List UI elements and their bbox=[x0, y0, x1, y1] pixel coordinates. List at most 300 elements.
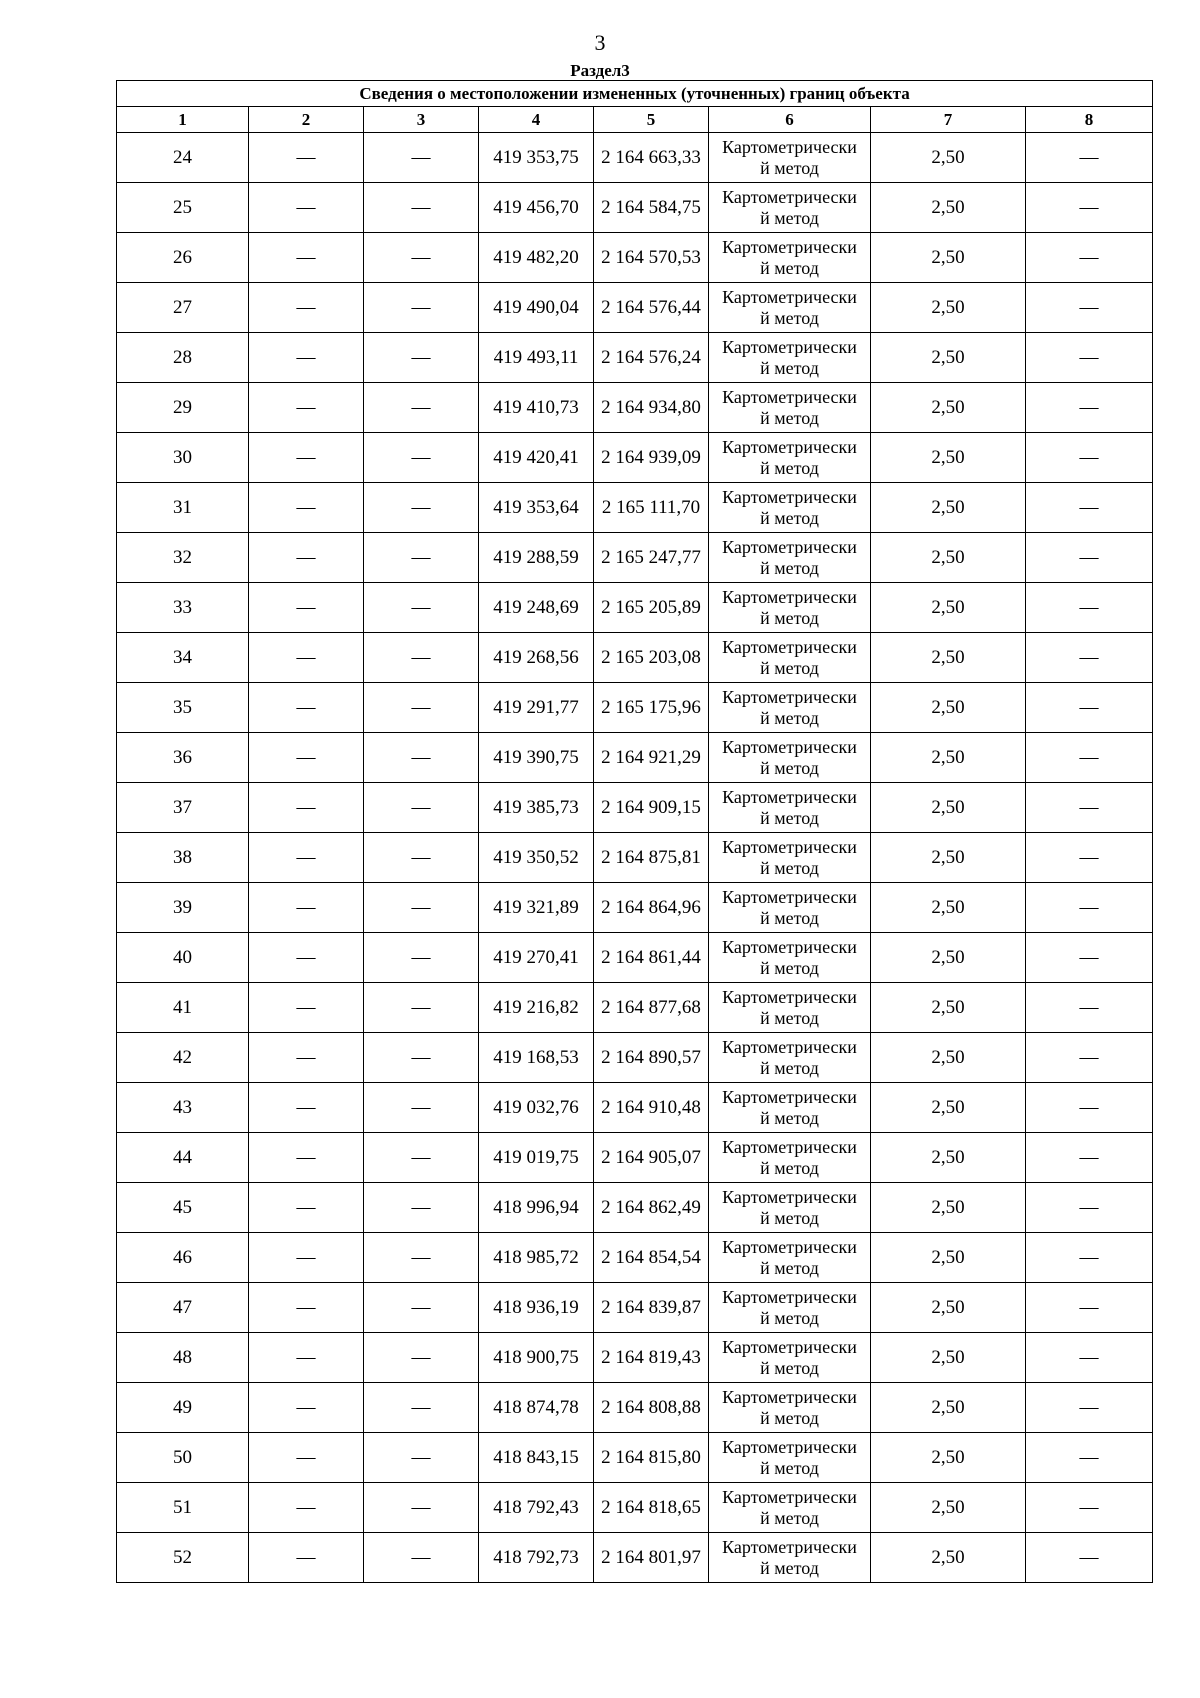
col2-cell: — bbox=[249, 633, 364, 683]
y-coordinate-cell: 2 164 584,75 bbox=[594, 183, 709, 233]
col8-cell: — bbox=[1026, 583, 1153, 633]
y-coordinate-cell: 2 164 801,97 bbox=[594, 1533, 709, 1583]
accuracy-cell: 2,50 bbox=[871, 733, 1026, 783]
col3-cell: — bbox=[364, 883, 479, 933]
point-number-cell: 44 bbox=[117, 1133, 249, 1183]
accuracy-cell: 2,50 bbox=[871, 533, 1026, 583]
table-caption-row bbox=[117, 81, 1153, 107]
point-number-cell: 41 bbox=[117, 983, 249, 1033]
col3-cell: — bbox=[364, 1233, 479, 1283]
col8-cell: — bbox=[1026, 1383, 1153, 1433]
point-number-cell: 46 bbox=[117, 1233, 249, 1283]
method-line-2: й метод bbox=[760, 1457, 819, 1478]
method-line-2: й метод bbox=[760, 1557, 819, 1578]
method-cell bbox=[709, 183, 871, 233]
x-coordinate-cell: 419 390,75 bbox=[479, 733, 594, 783]
y-coordinate-cell: 2 164 910,48 bbox=[594, 1083, 709, 1133]
col8-cell: — bbox=[1026, 983, 1153, 1033]
col8-cell: — bbox=[1026, 1083, 1153, 1133]
x-coordinate-cell: 419 410,73 bbox=[479, 383, 594, 433]
accuracy-cell: 2,50 bbox=[871, 833, 1026, 883]
y-coordinate-cell: 2 164 862,49 bbox=[594, 1183, 709, 1233]
col3-cell: — bbox=[364, 1183, 479, 1233]
point-number-cell: 26 bbox=[117, 233, 249, 283]
col2-cell: — bbox=[249, 833, 364, 883]
col3-cell: — bbox=[364, 1433, 479, 1483]
point-number-cell: 39 bbox=[117, 883, 249, 933]
accuracy-cell: 2,50 bbox=[871, 633, 1026, 683]
method-line-1: Картометрически bbox=[722, 586, 857, 607]
method-line-1: Картометрически bbox=[722, 1436, 857, 1457]
col8-cell: — bbox=[1026, 1283, 1153, 1333]
point-number-cell: 52 bbox=[117, 1533, 249, 1583]
accuracy-cell: 2,50 bbox=[871, 883, 1026, 933]
x-coordinate-cell: 419 288,59 bbox=[479, 533, 594, 583]
table-row bbox=[117, 833, 1153, 883]
col8-cell: — bbox=[1026, 1333, 1153, 1383]
x-coordinate-cell: 419 019,75 bbox=[479, 1133, 594, 1183]
x-coordinate-cell: 419 270,41 bbox=[479, 933, 594, 983]
y-coordinate-cell: 2 164 663,33 bbox=[594, 133, 709, 183]
method-line-2: й метод bbox=[760, 1057, 819, 1078]
y-coordinate-cell: 2 164 877,68 bbox=[594, 983, 709, 1033]
table-row bbox=[117, 1333, 1153, 1383]
x-coordinate-cell: 419 482,20 bbox=[479, 233, 594, 283]
method-cell bbox=[709, 733, 871, 783]
method-line-1: Картометрически bbox=[722, 736, 857, 757]
col2-cell: — bbox=[249, 483, 364, 533]
column-numbers-row bbox=[117, 107, 1153, 133]
y-coordinate-cell: 2 164 939,09 bbox=[594, 433, 709, 483]
col8-cell: — bbox=[1026, 133, 1153, 183]
table-body bbox=[117, 133, 1153, 1583]
x-coordinate-cell: 418 792,43 bbox=[479, 1483, 594, 1533]
point-number-cell: 51 bbox=[117, 1483, 249, 1533]
column-header: 3 bbox=[364, 107, 479, 133]
table-row bbox=[117, 483, 1153, 533]
y-coordinate-cell: 2 164 815,80 bbox=[594, 1433, 709, 1483]
accuracy-cell: 2,50 bbox=[871, 233, 1026, 283]
method-cell bbox=[709, 533, 871, 583]
method-cell bbox=[709, 383, 871, 433]
point-number-cell: 50 bbox=[117, 1433, 249, 1483]
point-number-cell: 31 bbox=[117, 483, 249, 533]
col8-cell: — bbox=[1026, 1183, 1153, 1233]
col2-cell: — bbox=[249, 1433, 364, 1483]
table-row bbox=[117, 1433, 1153, 1483]
col3-cell: — bbox=[364, 533, 479, 583]
method-line-1: Картометрически bbox=[722, 1136, 857, 1157]
col8-cell: — bbox=[1026, 1033, 1153, 1083]
table-row bbox=[117, 1533, 1153, 1583]
col2-cell: — bbox=[249, 183, 364, 233]
x-coordinate-cell: 418 996,94 bbox=[479, 1183, 594, 1233]
col3-cell: — bbox=[364, 433, 479, 483]
point-number-cell: 43 bbox=[117, 1083, 249, 1133]
col2-cell: — bbox=[249, 1083, 364, 1133]
accuracy-cell: 2,50 bbox=[871, 1433, 1026, 1483]
method-cell bbox=[709, 483, 871, 533]
method-line-1: Картометрически bbox=[722, 886, 857, 907]
point-number-cell: 42 bbox=[117, 1033, 249, 1083]
method-line-1: Картометрически bbox=[722, 1036, 857, 1057]
method-line-2: й метод bbox=[760, 757, 819, 778]
y-coordinate-cell: 2 164 854,54 bbox=[594, 1233, 709, 1283]
accuracy-cell: 2,50 bbox=[871, 133, 1026, 183]
col2-cell: — bbox=[249, 1383, 364, 1433]
col8-cell: — bbox=[1026, 183, 1153, 233]
point-number-cell: 27 bbox=[117, 283, 249, 333]
x-coordinate-cell: 418 843,15 bbox=[479, 1433, 594, 1483]
method-line-2: й метод bbox=[760, 1107, 819, 1128]
col2-cell: — bbox=[249, 1283, 364, 1333]
col3-cell: — bbox=[364, 633, 479, 683]
accuracy-cell: 2,50 bbox=[871, 1333, 1026, 1383]
y-coordinate-cell: 2 164 570,53 bbox=[594, 233, 709, 283]
col2-cell: — bbox=[249, 333, 364, 383]
method-cell bbox=[709, 633, 871, 683]
method-cell bbox=[709, 583, 871, 633]
accuracy-cell: 2,50 bbox=[871, 1233, 1026, 1283]
method-line-1: Картометрически bbox=[722, 486, 857, 507]
x-coordinate-cell: 419 291,77 bbox=[479, 683, 594, 733]
table-row bbox=[117, 533, 1153, 583]
y-coordinate-cell: 2 164 576,44 bbox=[594, 283, 709, 333]
method-line-1: Картометрически bbox=[722, 1286, 857, 1307]
col2-cell: — bbox=[249, 1333, 364, 1383]
table-row bbox=[117, 383, 1153, 433]
col3-cell: — bbox=[364, 783, 479, 833]
method-cell bbox=[709, 883, 871, 933]
method-line-2: й метод bbox=[760, 607, 819, 628]
y-coordinate-cell: 2 165 203,08 bbox=[594, 633, 709, 683]
col2-cell: — bbox=[249, 1233, 364, 1283]
x-coordinate-cell: 419 353,75 bbox=[479, 133, 594, 183]
x-coordinate-cell: 419 385,73 bbox=[479, 783, 594, 833]
table-row bbox=[117, 933, 1153, 983]
method-line-2: й метод bbox=[760, 1307, 819, 1328]
y-coordinate-cell: 2 165 205,89 bbox=[594, 583, 709, 633]
point-number-cell: 47 bbox=[117, 1283, 249, 1333]
accuracy-cell: 2,50 bbox=[871, 1283, 1026, 1333]
col3-cell: — bbox=[364, 1383, 479, 1433]
accuracy-cell: 2,50 bbox=[871, 783, 1026, 833]
column-header: 2 bbox=[249, 107, 364, 133]
y-coordinate-cell: 2 164 861,44 bbox=[594, 933, 709, 983]
col3-cell: — bbox=[364, 183, 479, 233]
method-line-2: й метод bbox=[760, 857, 819, 878]
table-row bbox=[117, 133, 1153, 183]
method-line-2: й метод bbox=[760, 507, 819, 528]
x-coordinate-cell: 419 216,82 bbox=[479, 983, 594, 1033]
y-coordinate-cell: 2 164 905,07 bbox=[594, 1133, 709, 1183]
method-line-1: Картометрически bbox=[722, 436, 857, 457]
table-row bbox=[117, 883, 1153, 933]
point-number-cell: 40 bbox=[117, 933, 249, 983]
point-number-cell: 45 bbox=[117, 1183, 249, 1233]
col3-cell: — bbox=[364, 1033, 479, 1083]
method-line-1: Картометрически bbox=[722, 386, 857, 407]
point-number-cell: 34 bbox=[117, 633, 249, 683]
col3-cell: — bbox=[364, 283, 479, 333]
point-number-cell: 32 bbox=[117, 533, 249, 583]
x-coordinate-cell: 419 456,70 bbox=[479, 183, 594, 233]
col8-cell: — bbox=[1026, 283, 1153, 333]
col3-cell: — bbox=[364, 483, 479, 533]
method-cell bbox=[709, 1283, 871, 1333]
col8-cell: — bbox=[1026, 783, 1153, 833]
table-row bbox=[117, 783, 1153, 833]
table-row bbox=[117, 683, 1153, 733]
col2-cell: — bbox=[249, 533, 364, 583]
col8-cell: — bbox=[1026, 1533, 1153, 1583]
method-line-2: й метод bbox=[760, 157, 819, 178]
y-coordinate-cell: 2 164 819,43 bbox=[594, 1333, 709, 1383]
x-coordinate-cell: 419 321,89 bbox=[479, 883, 594, 933]
col3-cell: — bbox=[364, 233, 479, 283]
method-line-2: й метод bbox=[760, 1507, 819, 1528]
section-title: Раздел3 bbox=[570, 61, 630, 80]
y-coordinate-cell: 2 164 890,57 bbox=[594, 1033, 709, 1083]
col8-cell: — bbox=[1026, 633, 1153, 683]
method-cell bbox=[709, 1533, 871, 1583]
point-number-cell: 28 bbox=[117, 333, 249, 383]
x-coordinate-cell: 419 168,53 bbox=[479, 1033, 594, 1083]
col8-cell: — bbox=[1026, 883, 1153, 933]
method-line-1: Картометрически bbox=[722, 1536, 857, 1557]
col2-cell: — bbox=[249, 133, 364, 183]
col3-cell: — bbox=[364, 1483, 479, 1533]
col2-cell: — bbox=[249, 283, 364, 333]
col2-cell: — bbox=[249, 933, 364, 983]
method-cell bbox=[709, 283, 871, 333]
method-line-1: Картометрически bbox=[722, 1386, 857, 1407]
method-cell bbox=[709, 1033, 871, 1083]
col8-cell: — bbox=[1026, 733, 1153, 783]
column-header: 8 bbox=[1026, 107, 1153, 133]
method-line-1: Картометрически bbox=[722, 1486, 857, 1507]
method-cell bbox=[709, 1183, 871, 1233]
method-line-1: Картометрически bbox=[722, 786, 857, 807]
method-cell bbox=[709, 1083, 871, 1133]
method-line-2: й метод bbox=[760, 807, 819, 828]
accuracy-cell: 2,50 bbox=[871, 1483, 1026, 1533]
method-line-1: Картометрически bbox=[722, 236, 857, 257]
col3-cell: — bbox=[364, 133, 479, 183]
y-coordinate-cell: 2 165 111,70 bbox=[594, 483, 709, 533]
col3-cell: — bbox=[364, 583, 479, 633]
method-line-2: й метод bbox=[760, 457, 819, 478]
table-row bbox=[117, 1083, 1153, 1133]
method-line-2: й метод bbox=[760, 1257, 819, 1278]
col8-cell: — bbox=[1026, 533, 1153, 583]
table-row bbox=[117, 183, 1153, 233]
table-row bbox=[117, 1033, 1153, 1083]
y-coordinate-cell: 2 164 909,15 bbox=[594, 783, 709, 833]
table-row bbox=[117, 983, 1153, 1033]
point-number-cell: 38 bbox=[117, 833, 249, 883]
method-line-1: Картометрически bbox=[722, 136, 857, 157]
x-coordinate-cell: 419 490,04 bbox=[479, 283, 594, 333]
x-coordinate-cell: 418 985,72 bbox=[479, 1233, 594, 1283]
accuracy-cell: 2,50 bbox=[871, 483, 1026, 533]
x-coordinate-cell: 418 874,78 bbox=[479, 1383, 594, 1433]
method-cell bbox=[709, 133, 871, 183]
col2-cell: — bbox=[249, 1133, 364, 1183]
method-line-2: й метод bbox=[760, 1407, 819, 1428]
col8-cell: — bbox=[1026, 933, 1153, 983]
col2-cell: — bbox=[249, 783, 364, 833]
method-cell bbox=[709, 983, 871, 1033]
method-line-1: Картометрически bbox=[722, 636, 857, 657]
method-line-2: й метод bbox=[760, 1157, 819, 1178]
table-row bbox=[117, 1133, 1153, 1183]
accuracy-cell: 2,50 bbox=[871, 433, 1026, 483]
col2-cell: — bbox=[249, 233, 364, 283]
col8-cell: — bbox=[1026, 683, 1153, 733]
column-header: 6 bbox=[709, 107, 871, 133]
boundary-coordinates-table bbox=[116, 80, 1153, 1583]
table-row bbox=[117, 1283, 1153, 1333]
col2-cell: — bbox=[249, 383, 364, 433]
point-number-cell: 25 bbox=[117, 183, 249, 233]
col2-cell: — bbox=[249, 683, 364, 733]
accuracy-cell: 2,50 bbox=[871, 583, 1026, 633]
col8-cell: — bbox=[1026, 1433, 1153, 1483]
col3-cell: — bbox=[364, 333, 479, 383]
col3-cell: — bbox=[364, 683, 479, 733]
method-line-1: Картометрически bbox=[722, 336, 857, 357]
y-coordinate-cell: 2 164 818,65 bbox=[594, 1483, 709, 1533]
method-line-1: Картометрически bbox=[722, 1086, 857, 1107]
col2-cell: — bbox=[249, 733, 364, 783]
method-line-1: Картометрически bbox=[722, 936, 857, 957]
y-coordinate-cell: 2 164 808,88 bbox=[594, 1383, 709, 1433]
x-coordinate-cell: 419 420,41 bbox=[479, 433, 594, 483]
point-number-cell: 30 bbox=[117, 433, 249, 483]
accuracy-cell: 2,50 bbox=[871, 1533, 1026, 1583]
method-line-2: й метод bbox=[760, 257, 819, 278]
method-line-1: Картометрически bbox=[722, 1236, 857, 1257]
method-cell bbox=[709, 333, 871, 383]
method-line-2: й метод bbox=[760, 307, 819, 328]
col8-cell: — bbox=[1026, 333, 1153, 383]
x-coordinate-cell: 419 248,69 bbox=[479, 583, 594, 633]
col8-cell: — bbox=[1026, 1233, 1153, 1283]
x-coordinate-cell: 419 032,76 bbox=[479, 1083, 594, 1133]
method-line-1: Картометрически bbox=[722, 186, 857, 207]
col2-cell: — bbox=[249, 1483, 364, 1533]
y-coordinate-cell: 2 164 875,81 bbox=[594, 833, 709, 883]
x-coordinate-cell: 419 353,64 bbox=[479, 483, 594, 533]
table-caption: Сведения о местоположении измененных (уточненных) границ объекта bbox=[117, 81, 1153, 107]
x-coordinate-cell: 419 350,52 bbox=[479, 833, 594, 883]
accuracy-cell: 2,50 bbox=[871, 983, 1026, 1033]
col3-cell: — bbox=[364, 983, 479, 1033]
method-line-1: Картометрически bbox=[722, 986, 857, 1007]
point-number-cell: 29 bbox=[117, 383, 249, 433]
method-line-1: Картометрически bbox=[722, 836, 857, 857]
accuracy-cell: 2,50 bbox=[871, 183, 1026, 233]
accuracy-cell: 2,50 bbox=[871, 683, 1026, 733]
method-line-2: й метод bbox=[760, 407, 819, 428]
col3-cell: — bbox=[364, 1283, 479, 1333]
col3-cell: — bbox=[364, 833, 479, 883]
column-header: 5 bbox=[594, 107, 709, 133]
method-cell bbox=[709, 1433, 871, 1483]
method-line-1: Картометрически bbox=[722, 536, 857, 557]
x-coordinate-cell: 418 792,73 bbox=[479, 1533, 594, 1583]
method-line-2: й метод bbox=[760, 907, 819, 928]
method-line-2: й метод bbox=[760, 1207, 819, 1228]
method-cell bbox=[709, 1333, 871, 1383]
method-line-2: й метод bbox=[760, 707, 819, 728]
method-cell bbox=[709, 783, 871, 833]
method-line-2: й метод bbox=[760, 957, 819, 978]
y-coordinate-cell: 2 164 934,80 bbox=[594, 383, 709, 433]
method-line-2: й метод bbox=[760, 1357, 819, 1378]
method-cell bbox=[709, 683, 871, 733]
col2-cell: — bbox=[249, 883, 364, 933]
x-coordinate-cell: 418 936,19 bbox=[479, 1283, 594, 1333]
method-line-2: й метод bbox=[760, 207, 819, 228]
method-line-2: й метод bbox=[760, 357, 819, 378]
table-row bbox=[117, 633, 1153, 683]
accuracy-cell: 2,50 bbox=[871, 1083, 1026, 1133]
col2-cell: — bbox=[249, 433, 364, 483]
col8-cell: — bbox=[1026, 233, 1153, 283]
accuracy-cell: 2,50 bbox=[871, 1133, 1026, 1183]
point-number-cell: 36 bbox=[117, 733, 249, 783]
accuracy-cell: 2,50 bbox=[871, 1183, 1026, 1233]
point-number-cell: 33 bbox=[117, 583, 249, 633]
y-coordinate-cell: 2 164 864,96 bbox=[594, 883, 709, 933]
point-number-cell: 49 bbox=[117, 1383, 249, 1433]
column-header: 1 bbox=[117, 107, 249, 133]
table-row bbox=[117, 1483, 1153, 1533]
col3-cell: — bbox=[364, 1133, 479, 1183]
y-coordinate-cell: 2 165 175,96 bbox=[594, 683, 709, 733]
col2-cell: — bbox=[249, 1033, 364, 1083]
col2-cell: — bbox=[249, 983, 364, 1033]
accuracy-cell: 2,50 bbox=[871, 333, 1026, 383]
col2-cell: — bbox=[249, 1183, 364, 1233]
x-coordinate-cell: 419 268,56 bbox=[479, 633, 594, 683]
column-header: 7 bbox=[871, 107, 1026, 133]
col3-cell: — bbox=[364, 1333, 479, 1383]
table-row bbox=[117, 1183, 1153, 1233]
point-number-cell: 35 bbox=[117, 683, 249, 733]
table-row bbox=[117, 233, 1153, 283]
method-cell bbox=[709, 833, 871, 883]
table-row bbox=[117, 283, 1153, 333]
accuracy-cell: 2,50 bbox=[871, 933, 1026, 983]
accuracy-cell: 2,50 bbox=[871, 383, 1026, 433]
y-coordinate-cell: 2 165 247,77 bbox=[594, 533, 709, 583]
y-coordinate-cell: 2 164 839,87 bbox=[594, 1283, 709, 1333]
method-cell bbox=[709, 1133, 871, 1183]
point-number-cell: 24 bbox=[117, 133, 249, 183]
point-number-cell: 48 bbox=[117, 1333, 249, 1383]
table-row bbox=[117, 733, 1153, 783]
method-cell bbox=[709, 1233, 871, 1283]
table-row bbox=[117, 1383, 1153, 1433]
method-line-1: Картометрически bbox=[722, 286, 857, 307]
x-coordinate-cell: 419 493,11 bbox=[479, 333, 594, 383]
col8-cell: — bbox=[1026, 1483, 1153, 1533]
col2-cell: — bbox=[249, 1533, 364, 1583]
col8-cell: — bbox=[1026, 383, 1153, 433]
